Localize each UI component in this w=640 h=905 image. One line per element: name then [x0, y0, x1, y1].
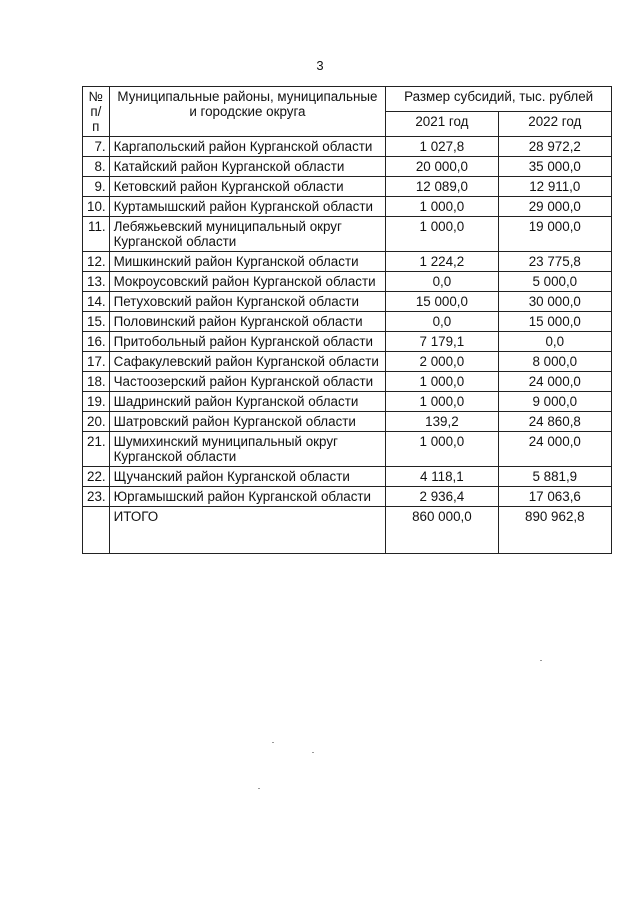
scan-speck — [258, 788, 260, 789]
row-value-2022: 24 000,0 — [498, 432, 611, 467]
row-number: 16. — [83, 332, 110, 352]
row-value-2022: 15 000,0 — [498, 312, 611, 332]
row-number: 17. — [83, 352, 110, 372]
row-value-2021: 2 000,0 — [386, 352, 498, 372]
row-municipality: Мишкинский район Курганской области — [109, 252, 386, 272]
row-value-2022: 5 881,9 — [498, 467, 611, 487]
scan-speck — [312, 752, 314, 753]
total-2021: 860 000,0 — [386, 507, 498, 554]
table-row — [83, 217, 612, 252]
row-number: 22. — [83, 467, 110, 487]
row-number: 15. — [83, 312, 110, 332]
row-number: 10. — [83, 197, 110, 217]
row-number: 11. — [83, 217, 110, 252]
subsidy-table — [82, 86, 612, 554]
row-number: 18. — [83, 372, 110, 392]
total-2022: 890 962,8 — [498, 507, 611, 554]
row-number: 21. — [83, 432, 110, 467]
row-value-2022: 0,0 — [498, 332, 611, 352]
row-number: 20. — [83, 412, 110, 432]
row-value-2021: 2 936,4 — [386, 487, 498, 507]
table-row — [83, 432, 612, 467]
row-value-2021: 0,0 — [386, 312, 498, 332]
row-value-2022: 30 000,0 — [498, 292, 611, 312]
header-subsidy-amount: Размер субсидий, тыс. рублей — [386, 87, 612, 112]
table-row — [83, 197, 612, 217]
row-number: 7. — [83, 137, 110, 157]
header-municipality: Муниципальные районы, муниципальные и городские округа — [109, 87, 386, 137]
row-municipality: Шумихинский муниципальный округ Курганской области — [109, 432, 386, 467]
row-municipality: Куртамышский район Курганской области — [109, 197, 386, 217]
table-row — [83, 332, 612, 352]
page-number: 3 — [316, 58, 324, 73]
row-municipality: Сафакулевский район Курганской области — [109, 352, 386, 372]
row-value-2021: 1 224,2 — [386, 252, 498, 272]
table-row — [83, 312, 612, 332]
row-value-2022: 29 000,0 — [498, 197, 611, 217]
row-value-2021: 1 000,0 — [386, 372, 498, 392]
row-value-2022: 9 000,0 — [498, 392, 611, 412]
row-value-2021: 1 000,0 — [386, 392, 498, 412]
row-value-2022: 28 972,2 — [498, 137, 611, 157]
table-row — [83, 177, 612, 197]
header-year-2021: 2021 год — [386, 112, 498, 137]
row-value-2022: 24 000,0 — [498, 372, 611, 392]
row-number: 13. — [83, 272, 110, 292]
row-value-2022: 24 860,8 — [498, 412, 611, 432]
table-row — [83, 157, 612, 177]
total-row — [83, 507, 612, 554]
row-value-2022: 8 000,0 — [498, 352, 611, 372]
row-municipality: Кетовский район Курганской области — [109, 177, 386, 197]
row-municipality: Шатровский район Курганской области — [109, 412, 386, 432]
row-value-2021: 4 118,1 — [386, 467, 498, 487]
header-number: № п/п — [83, 87, 110, 137]
row-municipality: Катайский район Курганской области — [109, 157, 386, 177]
row-municipality: Притобольный район Курганской области — [109, 332, 386, 352]
table-row — [83, 352, 612, 372]
row-number: 19. — [83, 392, 110, 412]
table-row — [83, 487, 612, 507]
row-value-2021: 7 179,1 — [386, 332, 498, 352]
total-label: ИТОГО — [109, 507, 386, 554]
row-municipality: Шадринский район Курганской области — [109, 392, 386, 412]
row-municipality: Мокроусовский район Курганской области — [109, 272, 386, 292]
table-row — [83, 372, 612, 392]
scan-speck — [272, 742, 274, 743]
header-year-2022: 2022 год — [498, 112, 611, 137]
table-row — [83, 467, 612, 487]
row-value-2022: 17 063,6 — [498, 487, 611, 507]
row-number: 8. — [83, 157, 110, 177]
row-municipality: Частоозерский район Курганской области — [109, 372, 386, 392]
table-row — [83, 272, 612, 292]
row-number: 9. — [83, 177, 110, 197]
row-value-2021: 1 000,0 — [386, 217, 498, 252]
row-municipality: Щучанский район Курганской области — [109, 467, 386, 487]
table-row — [83, 252, 612, 272]
row-municipality: Каргапольский район Курганской области — [109, 137, 386, 157]
row-municipality: Половинский район Курганской области — [109, 312, 386, 332]
row-value-2021: 0,0 — [386, 272, 498, 292]
table-row — [83, 137, 612, 157]
row-number: 12. — [83, 252, 110, 272]
row-value-2022: 19 000,0 — [498, 217, 611, 252]
row-value-2021: 139,2 — [386, 412, 498, 432]
row-value-2021: 12 089,0 — [386, 177, 498, 197]
total-number-cell — [83, 507, 110, 554]
row-value-2021: 1 000,0 — [386, 432, 498, 467]
table-row — [83, 392, 612, 412]
row-municipality: Лебяжьевский муниципальный округ Курганской области — [109, 217, 386, 252]
row-value-2021: 15 000,0 — [386, 292, 498, 312]
row-value-2021: 1 000,0 — [386, 197, 498, 217]
row-municipality: Юргамышский район Курганской области — [109, 487, 386, 507]
row-number: 14. — [83, 292, 110, 312]
row-value-2022: 35 000,0 — [498, 157, 611, 177]
row-value-2021: 20 000,0 — [386, 157, 498, 177]
row-municipality: Петуховский район Курганской области — [109, 292, 386, 312]
row-value-2022: 23 775,8 — [498, 252, 611, 272]
row-value-2022: 5 000,0 — [498, 272, 611, 292]
scan-speck — [540, 660, 542, 661]
table-row — [83, 292, 612, 312]
row-value-2022: 12 911,0 — [498, 177, 611, 197]
table-body — [83, 137, 612, 554]
row-number: 23. — [83, 487, 110, 507]
table-row — [83, 412, 612, 432]
table-header — [83, 87, 612, 137]
row-value-2021: 1 027,8 — [386, 137, 498, 157]
